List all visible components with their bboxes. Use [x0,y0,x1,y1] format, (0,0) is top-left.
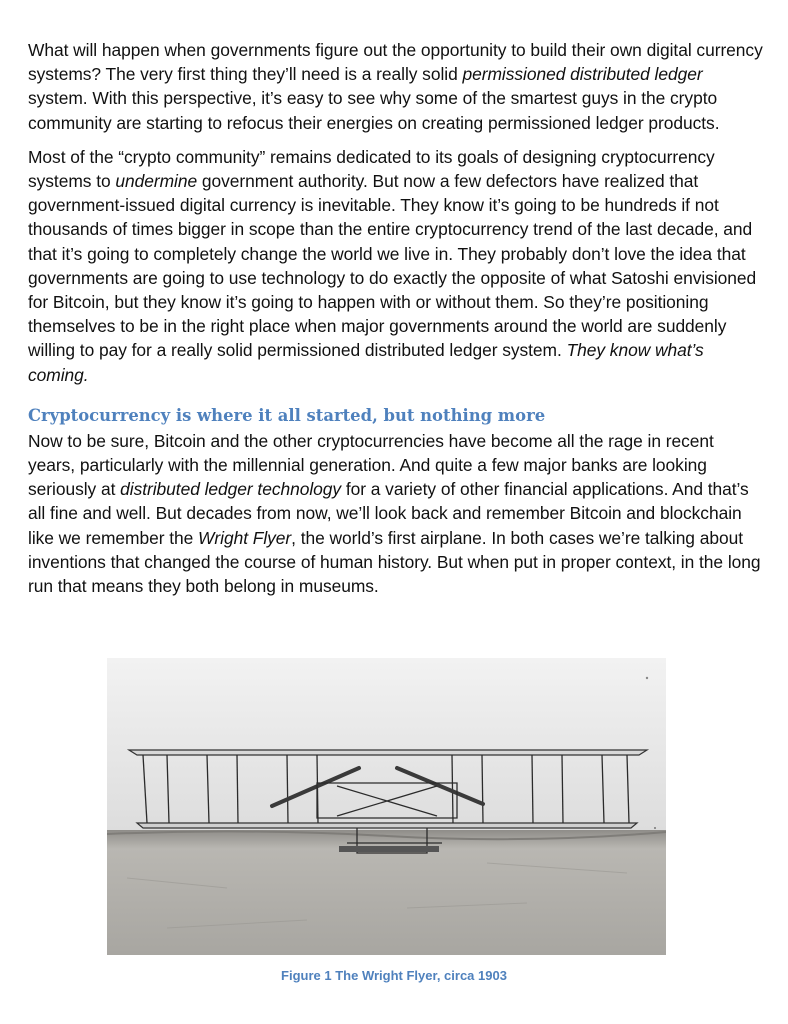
sky [107,658,666,838]
paragraph-3 [28,429,763,598]
upper-wing [129,750,647,755]
lower-wing [137,823,637,828]
paragraph-1-text-a: What will happen when governments figure out the opportunity to build their own digital currency systems? The very first thing they’ll need is a really solid [28,40,763,85]
section-heading: Cryptocurrency is where it all started, but nothing more [28,405,546,425]
paragraph-2-text-c: government authority. But now a few defectors have realized that government-issued digital currency is inevitable. They know it’s going to be hundreds if not thousands of times bigger in scope than the entire cryptocurrency trend of the last decade, and that it’s going to completely change the world we live in. They probably don’t love the idea that governments are going to use technology to do exactly the opposite of what Satoshi envisioned for Bitcoin, but they know it’s going to happen with or without them. So they’re positioning themselves to be in the right place when major governments around the world are suddenly willing to pay for a really solid permissioned distributed ledger system. [28,171,757,361]
paragraph-3-text-c: for a variety of other financial applications. And that’s all fine and well. But decades from now, we’ll look back and remember Bitcoin and blockchain like we remember the [28,479,749,548]
paragraph-2-emphasis-closing: They know what’s coming. [28,340,704,385]
paragraph-3-text-a: Now to be sure, Bitcoin and the other cryptocurrencies have become all the rage in recent years, particularly with the millennial generation. And quite a few major banks are looking seriously at [28,430,714,500]
paragraph-2 [28,145,763,387]
paragraph-3-emphasis-wright-flyer: Wright Flyer [198,527,292,548]
wright-flyer-photo [107,658,666,955]
paragraph-2-emphasis-undermine: undermine [115,171,198,192]
paragraph-3-text-e: , the world’s first airplane. In both cases we’re talking about inventions that changed the course of human history. But when put in proper context, in the long run that means they both belong in museums. [28,527,761,597]
document-page [28,38,763,608]
paragraph-1-emphasis: permissioned distributed ledger [462,64,703,85]
skid [339,846,439,852]
figure-caption: Figure 1 The Wright Flyer, circa 1903 [281,968,507,983]
wright-flyer-illustration [107,658,666,955]
paragraph-3-emphasis-dlt: distributed ledger technology [120,479,342,500]
paragraph-1-text-c: system. With this perspective, it’s easy to see why some of the smartest guys in the crypto community are starting to refocus their energies on creating permissioned ledger products. [28,88,720,133]
paragraph-1 [28,38,763,135]
paragraph-2-text-a: Most of the “crypto community” remains dedicated to its goals of designing cryptocurrency systems to [28,146,715,192]
